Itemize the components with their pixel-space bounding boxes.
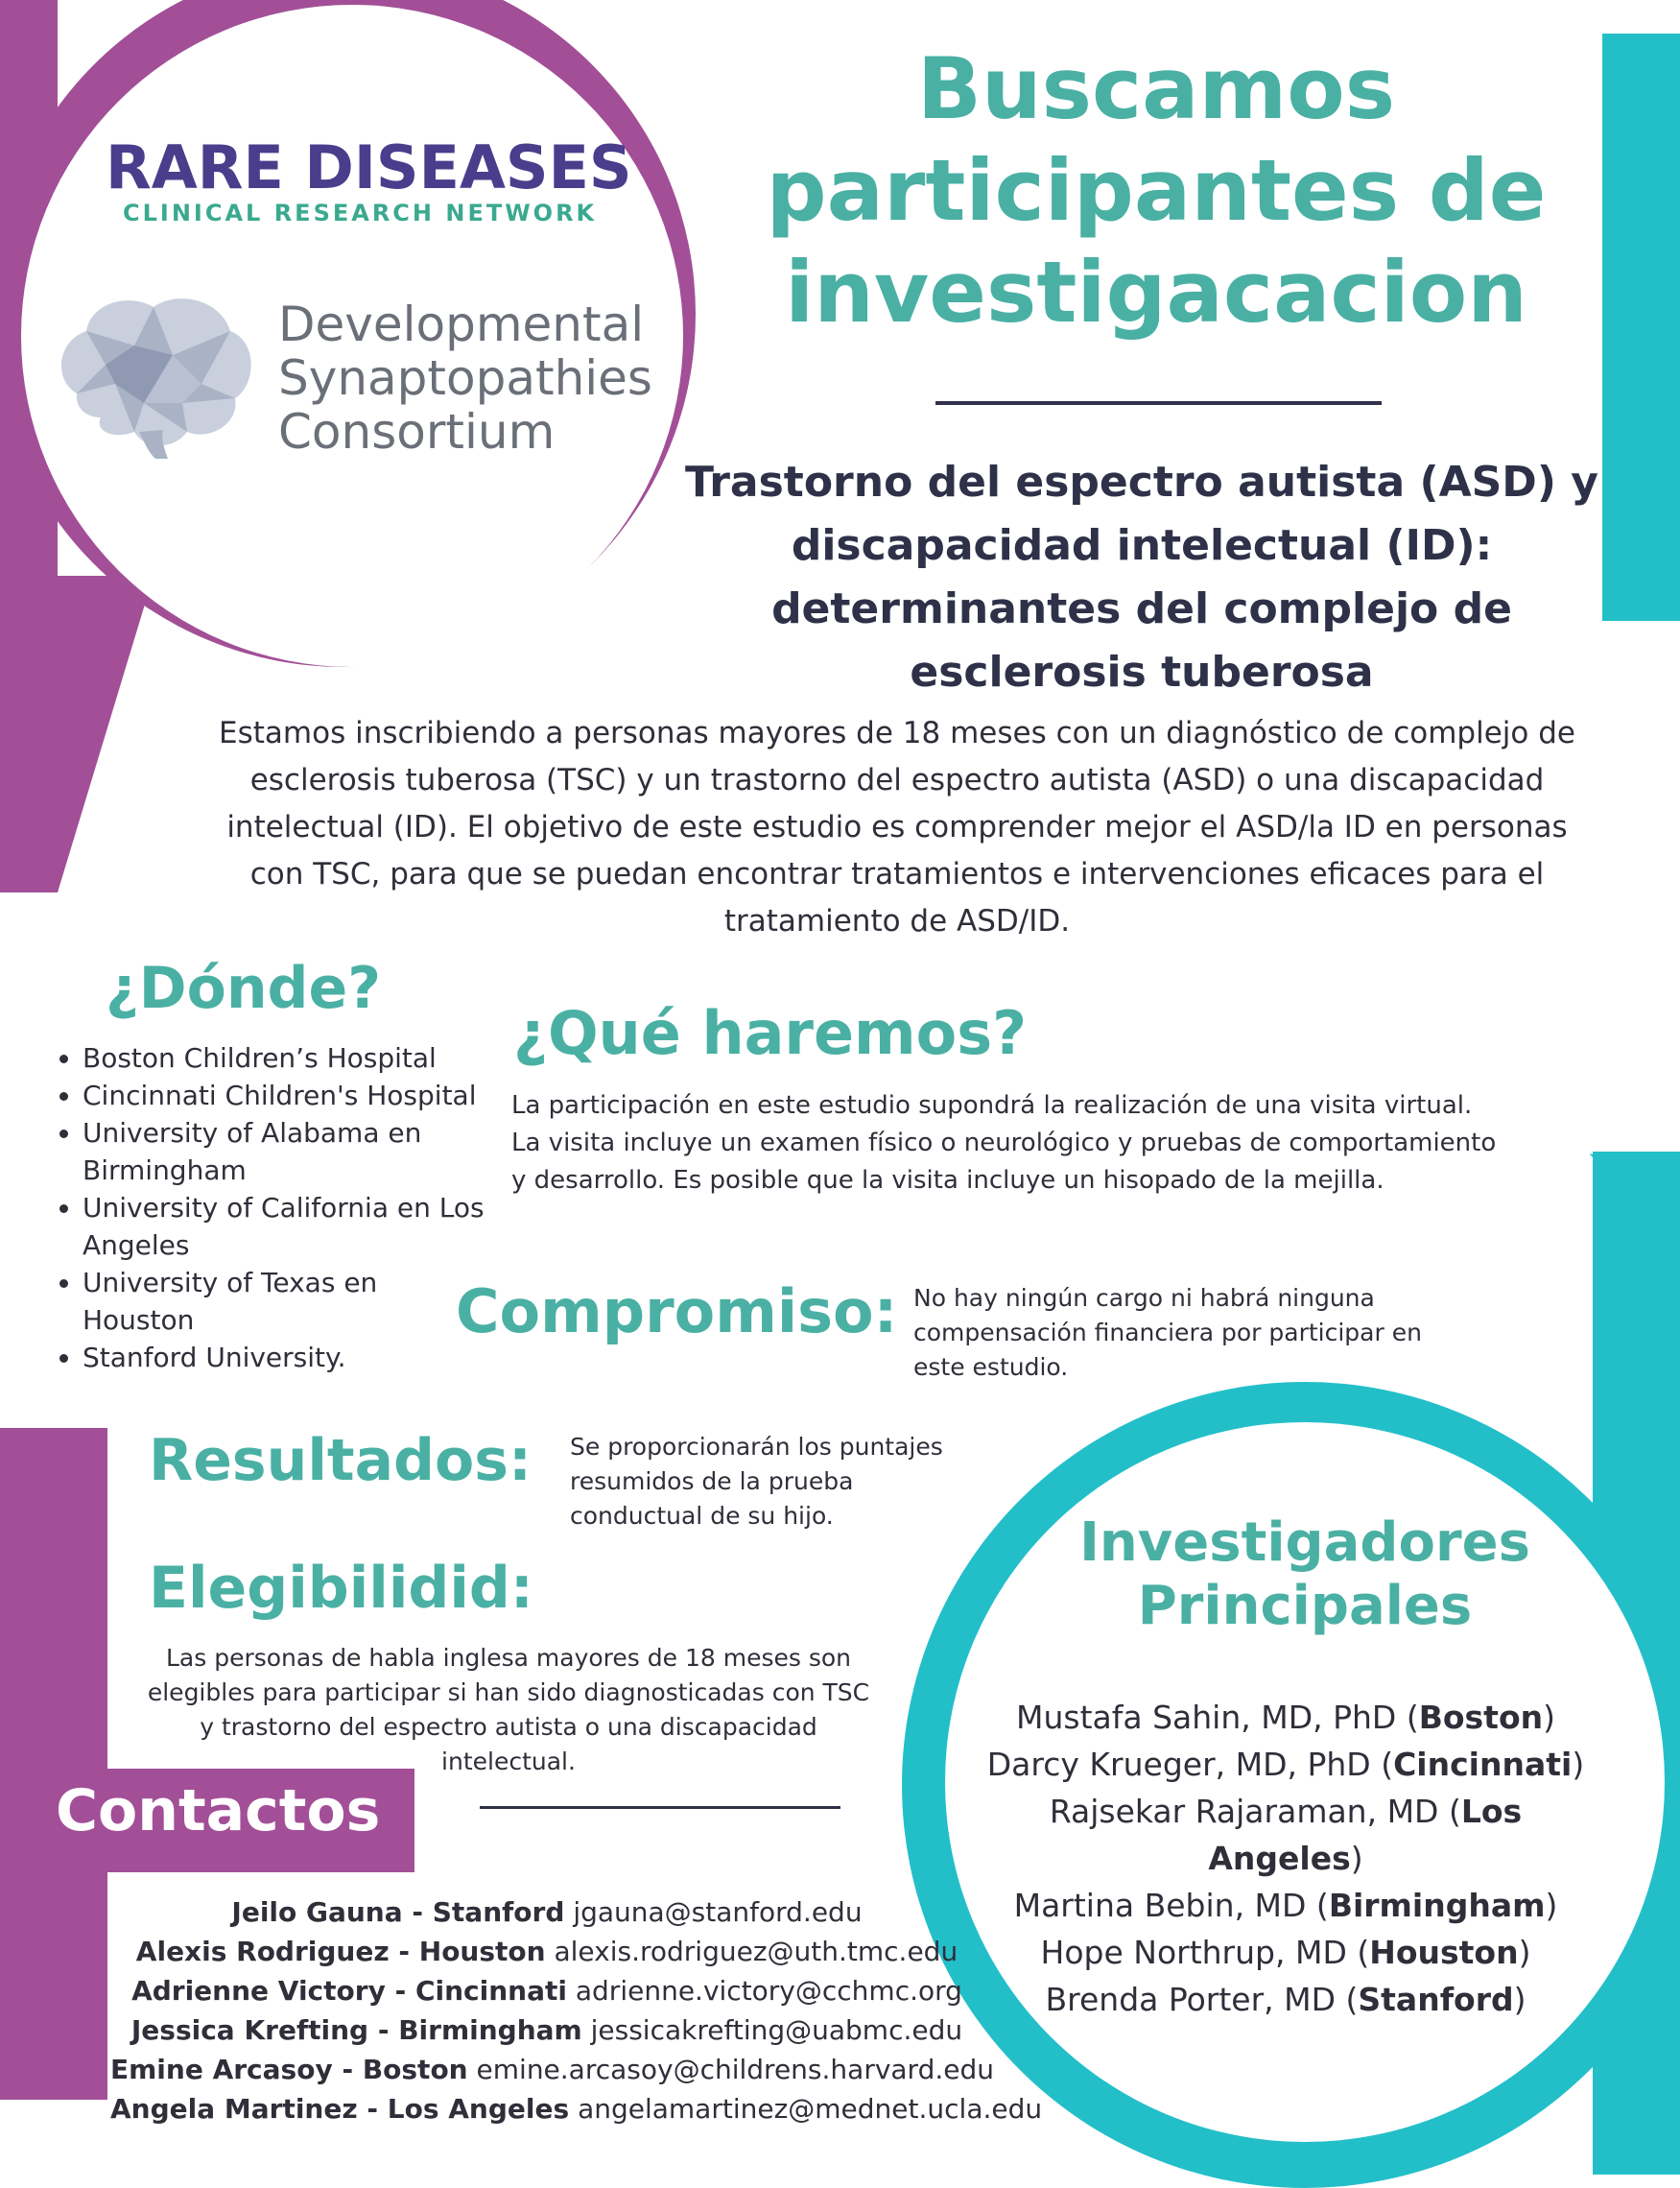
resultados-heading: Resultados:	[149, 1427, 532, 1494]
investigator-row: Hope Northrup, MD (Houston)	[1040, 1934, 1531, 1971]
list-item: • Boston Children’s Hospital	[83, 1039, 485, 1077]
investigator-site: Stanford	[1358, 1981, 1514, 2018]
intro-paragraph	[187, 710, 1607, 945]
subtitle-line-4: esclerosis tuberosa	[910, 648, 1374, 697]
dsc-line-1: Developmental	[278, 297, 645, 352]
contact-row	[110, 1892, 983, 1932]
contact-list	[110, 1892, 1043, 2129]
list-item: • Cincinnati Children's Hospital	[83, 1077, 485, 1114]
resultados-text: Se proporcionarán los puntajes resumidos de la prueba conductual de su hijo.	[570, 1433, 943, 1530]
investigator-name: Darcy Krueger, MD, PhD	[986, 1746, 1371, 1783]
investigator-site: Los Angeles	[1208, 1793, 1523, 1877]
investigator-list	[969, 1694, 1602, 2023]
contactos-divider	[480, 1806, 840, 1809]
rare-diseases-logo: RARE DISEASES	[106, 132, 632, 202]
contact-email[interactable]: adrienne.victory@cchmc.org	[575, 1975, 962, 2007]
subtitle-line-3: determinantes del complejo de	[771, 584, 1512, 633]
investigator-row: Martina Bebin, MD (Birmingham)	[1013, 1887, 1558, 1924]
contact-row	[110, 1971, 983, 2010]
contact-name: Emine Arcasoy - Boston	[110, 2054, 468, 2085]
investigator-name: Hope Northrup, MD	[1040, 1934, 1347, 1971]
intro-line-4: con TSC, para que se puedan encontrar tratamientos e intervenciones eficaces para el	[249, 857, 1545, 892]
intro-line-5: tratamiento de ASD/ID.	[723, 904, 1071, 939]
contact-row	[110, 2050, 994, 2089]
intro-line-2: esclerosis tuberosa (TSC) y un trastorno del espectro autista (ASD) o una discapacidad	[249, 763, 1545, 797]
title-divider	[935, 401, 1382, 405]
contact-email[interactable]: angelamartinez@mednet.ucla.edu	[578, 2093, 1043, 2125]
inv-title-line-2: Principales	[1137, 1575, 1473, 1637]
title-line-1: Buscamos	[916, 39, 1396, 138]
dsc-line-2: Synaptopathies	[278, 350, 652, 406]
contact-email[interactable]: jessicakrefting@uabmc.edu	[590, 2014, 963, 2046]
investigator-site: Boston	[1418, 1699, 1544, 1736]
compromiso-heading: Compromiso:	[456, 1276, 898, 1346]
contact-name: Jessica Krefting - Birmingham	[130, 2014, 582, 2046]
elegibilidad-text: Las personas de habla inglesa mayores de 18 meses son elegibles para participar si han sido diagnosticadas con TSC y trastorno del espectro autista o una discapacidad intelectual.	[147, 1644, 870, 1775]
title-line-3: investigacacion	[785, 243, 1527, 342]
subtitle-line-1: Trastorno del espectro autista (ASD) y	[685, 458, 1598, 507]
contact-email[interactable]: alexis.rodriguez@uth.tmc.edu	[554, 1936, 958, 1967]
network-logo-text: CLINICAL RESEARCH NETWORK	[123, 200, 598, 226]
contact-email[interactable]: jgauna@stanford.edu	[573, 1896, 863, 1928]
investigator-name: Mustafa Sahin, MD, PhD	[1016, 1699, 1397, 1736]
investigator-site: Birmingham	[1328, 1887, 1546, 1924]
intro-line-1: Estamos inscribiendo a personas mayores de 18 meses con un diagnóstico de complejo de	[219, 716, 1575, 750]
investigator-row: Darcy Krueger, MD, PhD (Cincinnati)	[986, 1746, 1585, 1783]
investigator-row: Brenda Porter, MD (Stanford)	[1045, 1981, 1526, 2018]
intro-line-3: intelectual (ID). El objetivo de este estudio es comprender mejor el ASD/la ID en personas	[226, 810, 1568, 844]
list-item: • University of Alabama en Birmingham	[83, 1114, 485, 1189]
contact-row	[110, 2089, 1043, 2129]
site-list	[46, 1039, 485, 1376]
list-item: • University of Texas en Houston	[83, 1264, 485, 1339]
investigator-row: Mustafa Sahin, MD, PhD (Boston)	[1016, 1699, 1555, 1736]
list-item: • University of California en Los Angeles	[83, 1189, 485, 1264]
contact-name: Adrienne Victory - Cincinnati	[131, 1975, 567, 2007]
investigadores-heading	[1007, 1511, 1602, 1638]
contact-name: Angela Martinez - Los Angeles	[110, 2093, 570, 2125]
investigator-row: Rajsekar Rajaraman, MD (Los Angeles)	[1049, 1793, 1523, 1877]
subtitle-line-2: discapacidad intelectual (ID):	[791, 521, 1493, 570]
contact-row	[110, 2010, 983, 2050]
contact-email[interactable]: emine.arcasoy@childrens.harvard.edu	[476, 2054, 994, 2085]
teal-band-top	[1602, 34, 1680, 621]
dsc-line-3: Consortium	[278, 404, 556, 460]
donde-heading: ¿Dónde?	[106, 955, 381, 1022]
compromiso-text: No hay ningún cargo ni habrá ninguna compensación financiera por participar en este estudio.	[913, 1284, 1422, 1381]
que-haremos-text: La participación en este estudio supondrá la realización de una visita virtual. La visita incluye un examen físico o neurológico y pruebas de comportamiento y desarrollo. Es posible que la visita incluye un hisopado de la mejilla.	[511, 1091, 1497, 1195]
inv-title-line-1: Investigadores	[1079, 1511, 1530, 1574]
contactos-heading: Contactos	[56, 1777, 381, 1844]
purple-band-bottom	[0, 1428, 107, 2100]
title-line-2: participantes de	[766, 141, 1547, 240]
investigator-site: Houston	[1369, 1934, 1519, 1971]
investigator-name: Brenda Porter, MD	[1045, 1981, 1337, 2018]
contact-row	[110, 1932, 983, 1971]
investigator-name: Rajsekar Rajaraman, MD	[1049, 1793, 1439, 1830]
study-title	[672, 451, 1612, 704]
que-haremos-heading: ¿Qué haremos?	[513, 998, 1028, 1068]
list-item: • Stanford University.	[83, 1339, 485, 1376]
contact-name: Alexis Rodriguez - Houston	[135, 1936, 546, 1967]
investigator-site: Cincinnati	[1393, 1746, 1573, 1783]
page-title	[739, 38, 1574, 344]
elegibilidad-heading: Elegibilidid:	[149, 1555, 533, 1622]
brain-icon	[48, 288, 259, 461]
investigator-name: Martina Bebin, MD	[1013, 1887, 1307, 1924]
contact-name: Jeilo Gauna - Stanford	[231, 1896, 565, 1928]
dsc-logo-text	[278, 297, 652, 459]
